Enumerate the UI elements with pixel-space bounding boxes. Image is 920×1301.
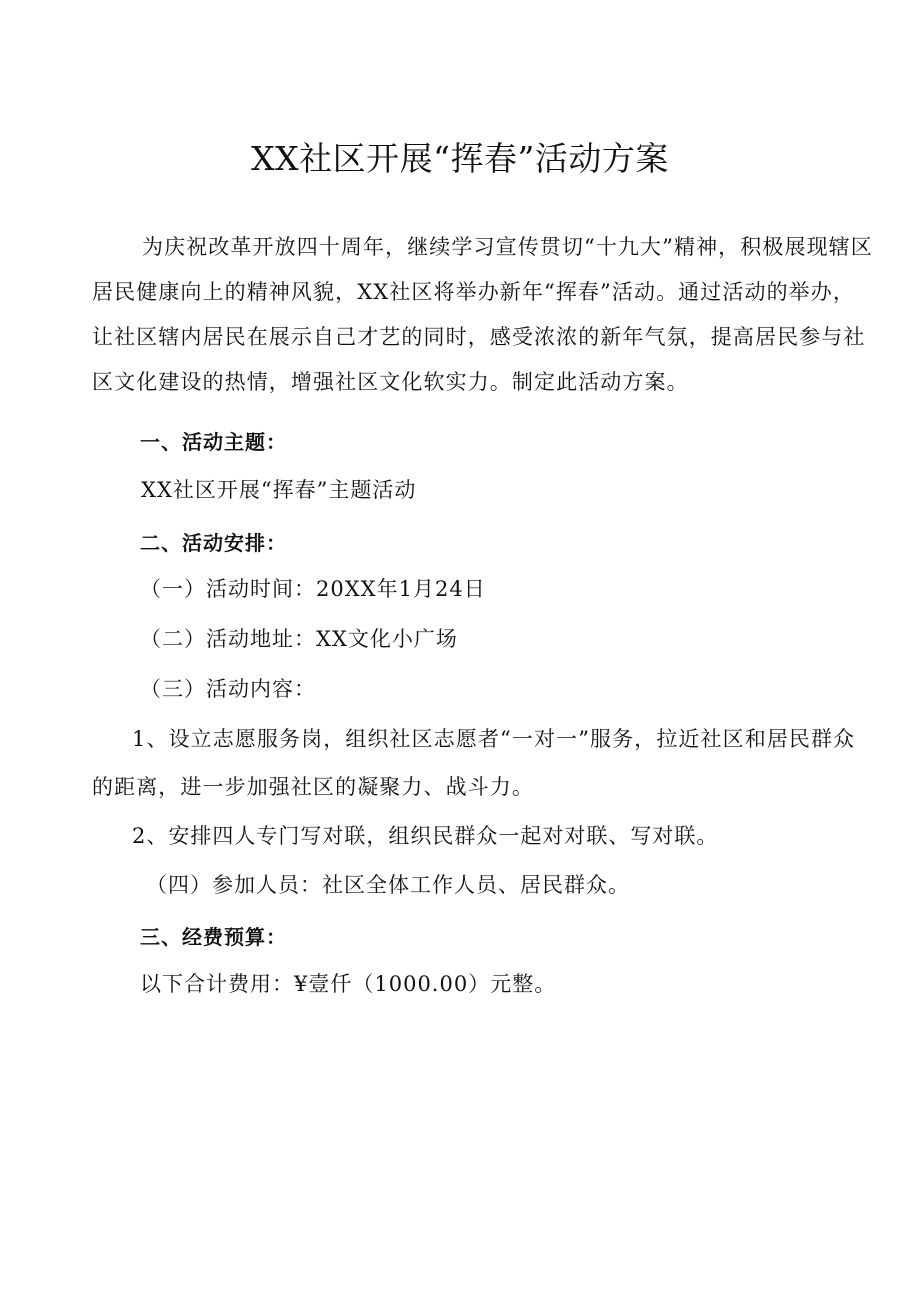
- event-participants: （四）参加人员：社区全体工作人员、居民群众。: [146, 873, 630, 897]
- section-heading-arrangement: 二、活动安排：: [140, 531, 287, 555]
- theme-content: XX社区开展“挥春”主题活动: [141, 478, 417, 502]
- intro-paragraph: 为庆祝改革开放四十周年，继续学习宣传贯切“十九大”精神，积极展现辖区居民健康向上的精神风貌，XX社区将举办新年“挥春”活动。通过活动的举办，让社区辖内居民在展示自己才艺的同时，感受浓浓的新年气氛，提高居民参与社区文化建设的热情，增强社区文化软实力。制定此活动方案。: [92, 235, 873, 394]
- section-heading-theme: 一、活动主题：: [140, 430, 287, 454]
- content-item-1: 1、设立志愿服务岗，组织社区志愿者“一对一”服务，拉近社区和居民群众的距离，进一步加强社区的凝聚力、战斗力。: [92, 727, 856, 799]
- event-content-heading: （三）活动内容：: [140, 677, 316, 701]
- budget-content: 以下合计费用：¥壹仟（1000.00）元整。: [140, 972, 557, 996]
- event-location: （二）活动地址：XX文化小广场: [140, 627, 458, 651]
- section-heading-budget: 三、经费预算：: [140, 925, 287, 949]
- event-time: （一）活动时间：20XX年1月24日: [140, 577, 486, 601]
- document-title: XX社区开展“挥春”活动方案: [251, 139, 669, 178]
- content-item-2: 2、安排四人专门写对联，组织民群众一起对对联、写对联。: [132, 824, 719, 848]
